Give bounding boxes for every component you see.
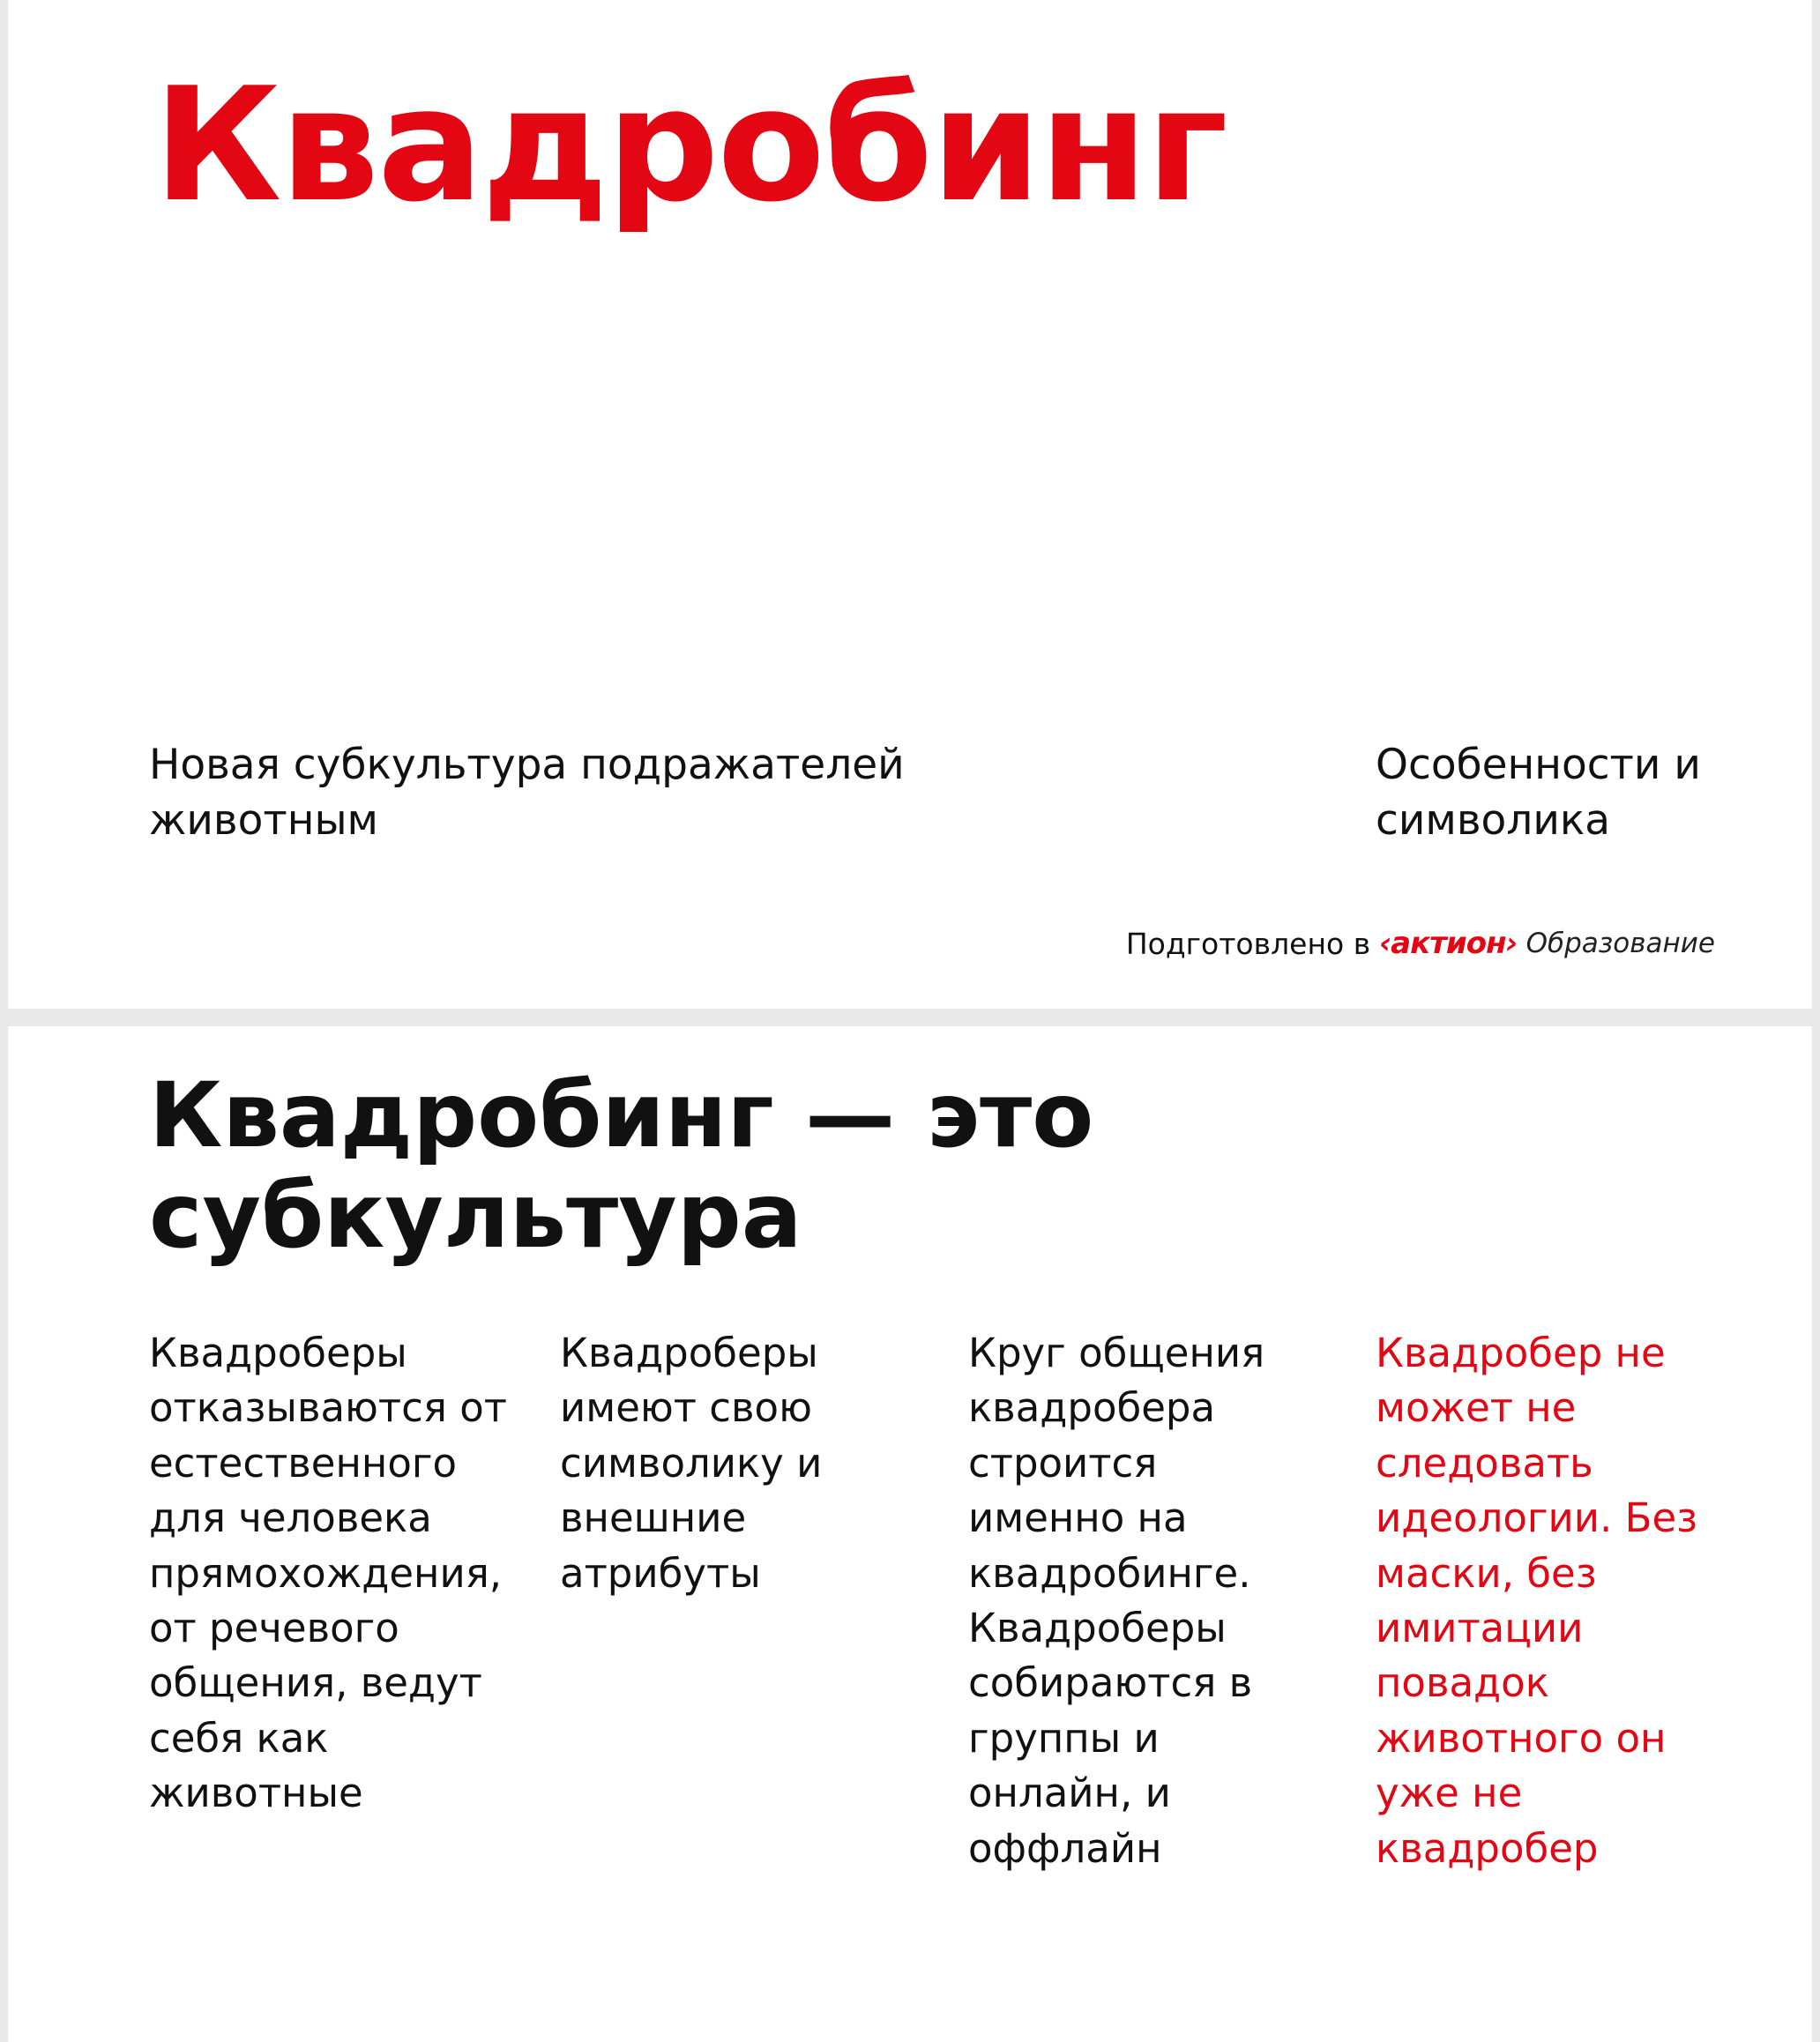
column-text-line: имеют свою [560,1384,812,1432]
content-slide [8,1026,1812,2042]
column-text-line: повадок [1376,1659,1549,1707]
column-text-line: Квадроберы [968,1605,1227,1652]
text-column-2 [560,1326,851,1601]
subtitle-left-line: Новая субкультура подражателей [149,741,905,789]
column-text-line: квадробер [1376,1824,1599,1872]
text-column-3 [968,1326,1303,1876]
column-text-line: животного он [1376,1714,1667,1762]
subtitle-right-line: символика [1376,796,1611,845]
section-title-line: субкультура [149,1164,802,1269]
column-text-line: общения, ведут [149,1659,482,1707]
column-text-line: от речевого [149,1605,399,1652]
column-text-line: собираются в [968,1659,1253,1707]
main-title: Квадробинг [153,54,1227,236]
brand-suffix: Образование [1525,928,1715,959]
subtitle-left [149,737,943,848]
column-text-line: Квадробер не [1376,1330,1666,1376]
column-text-line: оффлайн [968,1824,1162,1872]
column-text-line: Круг общения [968,1330,1265,1376]
brand-logo: ‹актион› [1379,926,1518,961]
column-text-line: маски, без [1376,1549,1597,1597]
column-text-line: может не [1376,1384,1577,1432]
column-text-line: идеологии. Без [1376,1494,1698,1542]
column-text-line: группы и [968,1714,1160,1762]
title-slide [8,0,1812,1009]
column-text-line: символику и [560,1439,823,1487]
column-text-line: прямохождения, [149,1549,503,1597]
column-text-line: имитации [1376,1605,1584,1652]
column-text-line: Квадроберы [560,1330,818,1376]
column-text-line: именно на [968,1494,1188,1542]
column-text-line: для человека [149,1494,432,1542]
text-column-4-highlight [1376,1326,1728,1876]
subtitle-left-line: животным [149,796,379,845]
column-text-line: Квадроберы [149,1330,407,1376]
column-text-line: атрибуты [560,1549,761,1597]
subtitle-right-line: Особенности и [1376,741,1701,789]
subtitle-right [1376,737,1746,848]
column-text-line: онлайн, и [968,1770,1171,1817]
column-text-line: внешние [560,1494,747,1542]
column-text-line: отказываются от [149,1384,508,1432]
column-text-line: себя как [149,1714,329,1762]
column-text-line: естественного [149,1439,458,1487]
text-column-1 [149,1326,528,1822]
column-text-line: уже не [1376,1770,1523,1817]
column-text-line: квадробинге. [968,1549,1251,1597]
column-text-line: строится [968,1439,1158,1487]
column-text-line: квадробера [968,1384,1216,1432]
column-text-line: животные [149,1770,363,1817]
footer-prefix: Подготовлено в [1125,926,1371,961]
footer-credit [1126,926,1715,961]
column-text-line: следовать [1376,1439,1593,1487]
section-title [149,1063,1119,1269]
section-title-line: Квадробинг — это [149,1063,1094,1168]
